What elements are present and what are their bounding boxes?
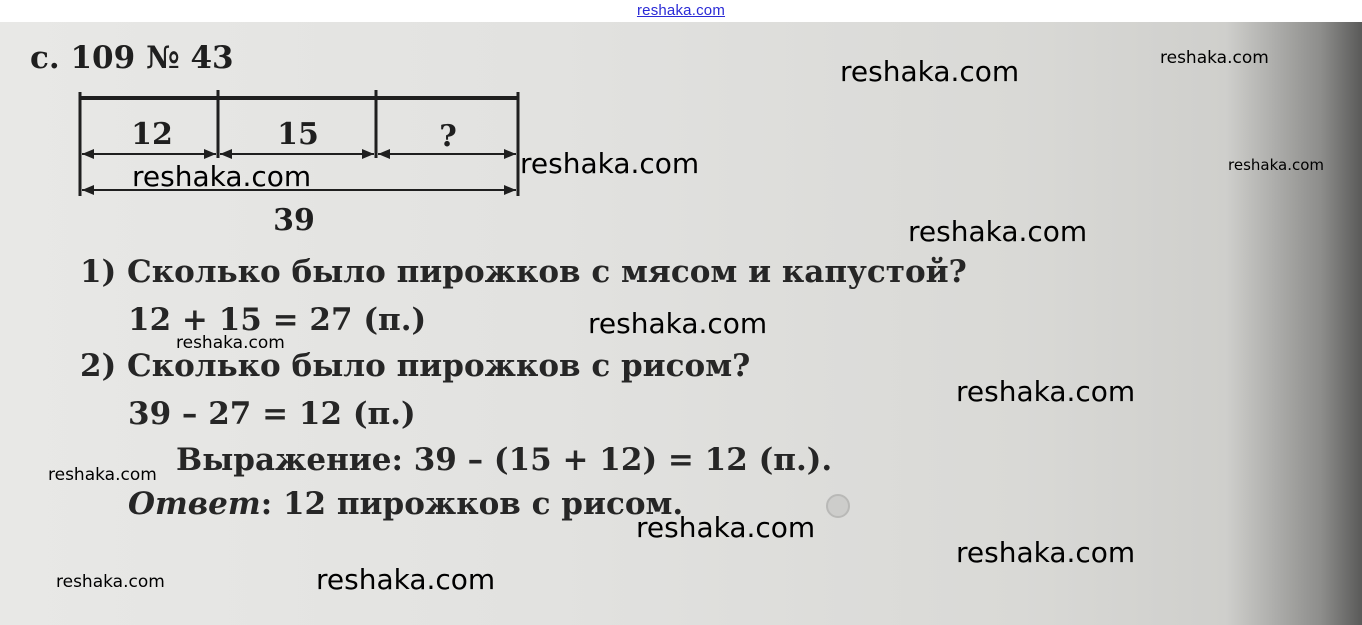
watermark: reshaka.com [956, 536, 1136, 569]
total-label: 39 [273, 203, 315, 236]
answer-text: : 12 пирожков с рисом. [260, 486, 684, 522]
watermark: reshaka.com [132, 160, 312, 193]
calculation-2: 39 – 27 = 12 (п.) [128, 396, 416, 432]
segment-2-label: 15 [277, 117, 319, 152]
watermark: reshaka.com [908, 215, 1088, 248]
watermark: reshaka.com [56, 572, 165, 592]
watermark: reshaka.com [176, 333, 285, 353]
segment-3-label: ? [439, 119, 457, 154]
watermark: reshaka.com [1228, 156, 1324, 174]
expression: Выражение: 39 – (15 + 12) = 12 (п.). [176, 442, 833, 478]
task-heading: с. 109 № 43 [30, 40, 234, 76]
calculation-1: 12 + 15 = 27 (п.) [128, 302, 427, 338]
answer-label: Ответ [128, 486, 261, 522]
watermark: reshaka.com [956, 375, 1136, 408]
watermark: reshaka.com [840, 55, 1020, 88]
watermark: reshaka.com [520, 147, 700, 180]
answer [128, 486, 683, 522]
question-1: 1) Сколько было пирожков с мясом и капустой? [80, 254, 967, 290]
watermark: reshaka.com [588, 307, 768, 340]
watermark: reshaka.com [316, 563, 496, 596]
segment-1-label: 12 [131, 117, 173, 152]
watermark: reshaka.com [48, 465, 157, 485]
scan-spot [826, 494, 850, 518]
watermark: reshaka.com [1160, 48, 1269, 68]
watermark: reshaka.com [636, 511, 816, 544]
site-link[interactable]: reshaka.com [636, 2, 726, 19]
question-2: 2) Сколько было пирожков с рисом? [80, 348, 751, 384]
